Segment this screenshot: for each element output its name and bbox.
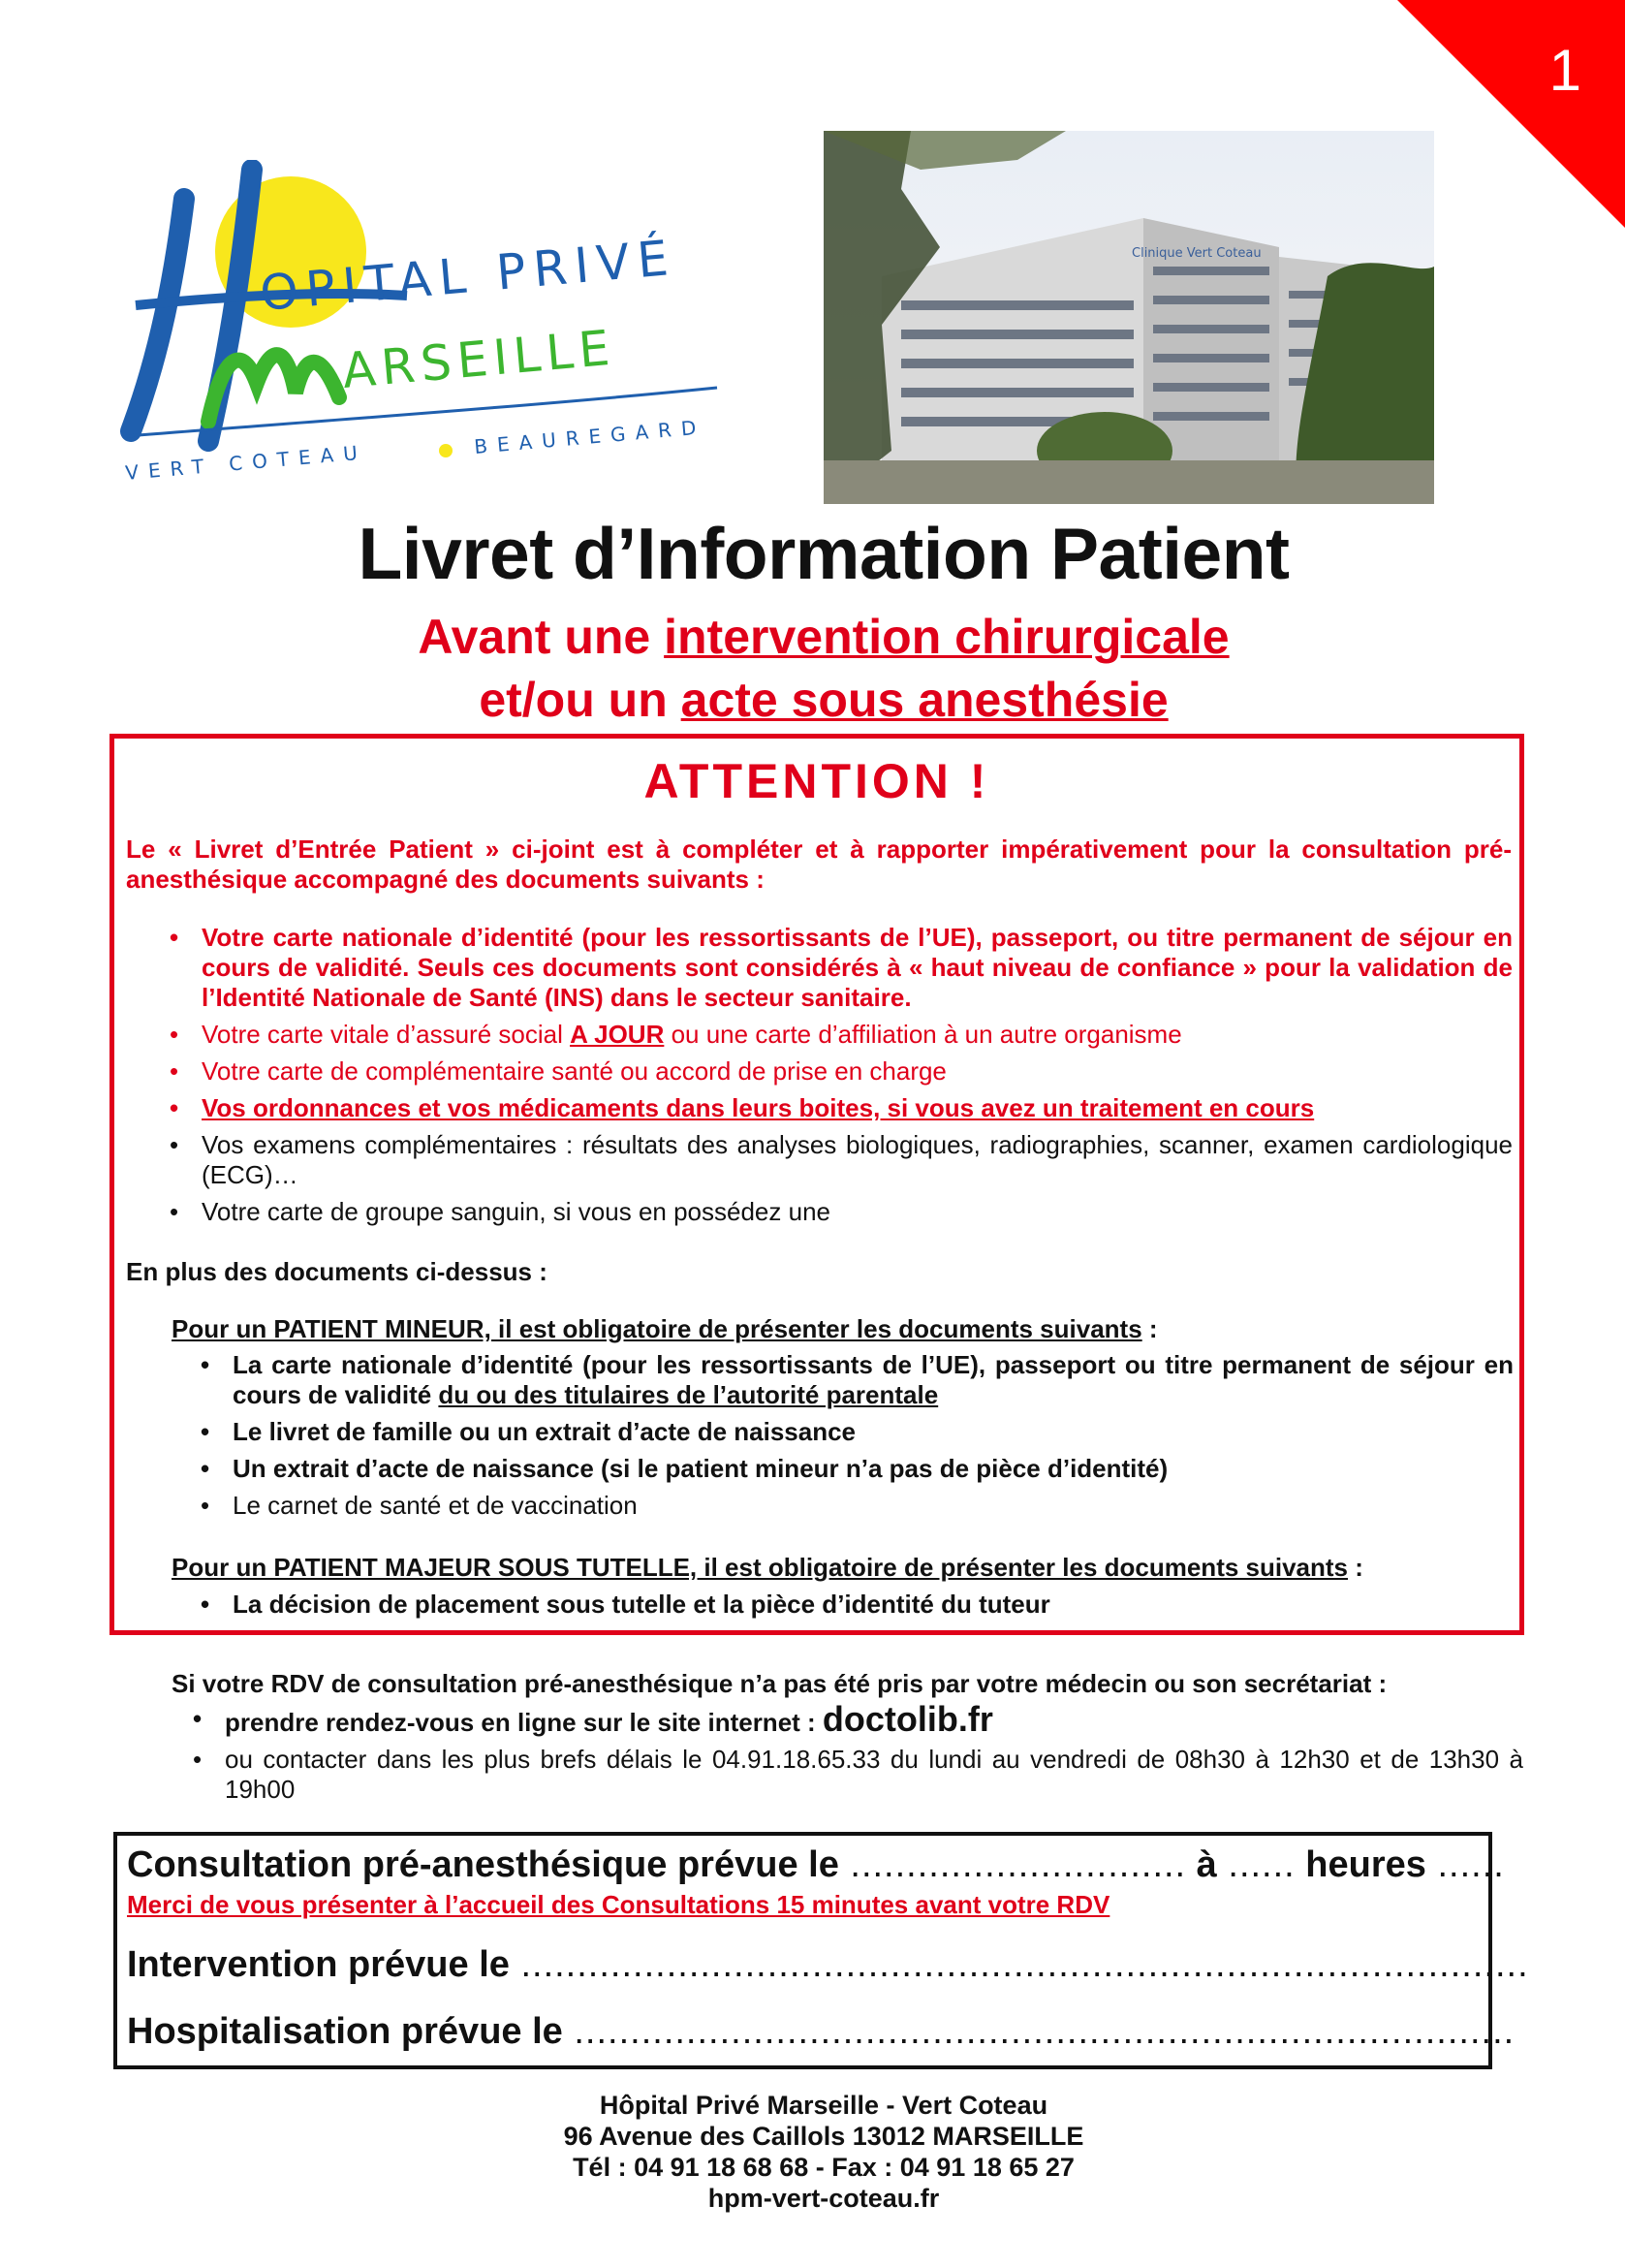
list-item-text: prendre rendez-vous en ligne sur le site internet : [225, 1708, 823, 1737]
logo-line2: ARSEILLE [339, 319, 618, 399]
logo-dot [439, 444, 453, 457]
footer-phone: Tél : 04 91 18 68 68 - Fax : 04 91 18 65 27 [573, 2153, 1075, 2182]
list-item-text: Votre carte de groupe sanguin, si vous en possédez une [202, 1197, 830, 1226]
list-item: • Vos examens complémentaires : résultats des analyses biologiques, radiographies, scanner, examen cardiologique (ECG)… [170, 1130, 1513, 1189]
list-item-text: Votre carte nationale d’identité (pour les ressortissants de l’UE), passeport, ou titre permanent de séjour en cours de validité. Seuls ces documents sont considérés à « haut niveau de confiance » pour la validation de l’Identité Nationale de Santé (INS) dans le secteur sanitaire. [202, 923, 1513, 1012]
subtitle-line1-emph: intervention chirurgicale [664, 610, 1230, 664]
logo-h-left-stroke [131, 199, 184, 431]
adult-heading-suffix: : [1348, 1553, 1363, 1582]
logo-tagline-left: VERT COTEAU [124, 440, 368, 485]
page-number: 1 [1548, 38, 1581, 103]
page-title: Livret d’Information Patient [358, 513, 1290, 594]
list-item-text: Un extrait d’acte de naissance (si le patient mineur n’a pas de pièce d’identité) [233, 1454, 1169, 1483]
list-item: • Votre carte de complémentaire santé ou accord de prise en charge [170, 1056, 947, 1086]
consultation-note: Merci de vous présenter à l’accueil des Consultations 15 minutes avant votre RDV [127, 1890, 1110, 1919]
appointment-heading: Si votre RDV de consultation pré-anesthésique n’a pas été pris par votre médecin ou son secrétariat : [172, 1669, 1388, 1698]
additional-docs-heading: En plus des documents ci-dessus : [126, 1257, 547, 1286]
adult-guardianship-heading [172, 1553, 1363, 1583]
intervention-date-field[interactable] [127, 1944, 1529, 1986]
guardianship-documents-list [201, 1590, 1514, 1626]
attention-title: ATTENTION ! [643, 754, 990, 808]
consultation-a-label: à [1186, 1844, 1217, 1885]
list-item: • prendre rendez-vous en ligne sur le site internet : doctolib.fr [193, 1699, 993, 1739]
list-item: • Votre carte de groupe sanguin, si vous en possédez une [170, 1197, 830, 1226]
list-item-text: ou une carte d’affiliation à un autre organisme [664, 1020, 1182, 1049]
minor-heading-suffix: : [1141, 1314, 1158, 1343]
intervention-label: Intervention prévue le [127, 1944, 510, 1985]
intervention-date-blank[interactable]: .......................................................................................... [509, 1944, 1529, 1985]
logo-line1: OPITAL PRIVÉ [257, 229, 678, 322]
consultation-date-field[interactable] [127, 1844, 1505, 1886]
subtitle-line2-prefix: et/ou un [479, 673, 681, 727]
subtitle-line2-emph: acte sous anesthésie [680, 673, 1169, 727]
minor-documents-list [201, 1350, 1514, 1528]
logo-tagline-right: BEAUREGARD [473, 415, 707, 458]
list-item-text: Votre carte de complémentaire santé ou accord de prise en charge [202, 1056, 947, 1086]
list-item: • Le livret de famille ou un extrait d’acte de naissance [201, 1417, 857, 1446]
list-item-text: Vos examens complémentaires : résultats des analyses biologiques, radiographies, scanner, examen cardiologique (ECG)… [202, 1130, 1513, 1189]
attention-intro: Le « Livret d’Entrée Patient » ci-joint est à compléter et à rapporter impérativement pour la consultation pré-anesthésique accompagné des documents suivants : [126, 835, 1512, 894]
list-item: • Le carnet de santé et de vaccination [201, 1491, 638, 1520]
list-item-text: Votre carte vitale d’assuré social [202, 1020, 571, 1049]
hospital-logo [116, 160, 746, 494]
list-item: • ou contacter dans les plus brefs délais le 04.91.18.65.33 du lundi au vendredi de 08h30 à 12h30 et de 13h30 à 19h00 [193, 1745, 1523, 1804]
hospitalisation-date-blank[interactable]: .................................................................................... [562, 2011, 1516, 2052]
hospitalisation-date-field[interactable] [127, 2011, 1515, 2053]
footer-hospital-name: Hôpital Privé Marseille - Vert Coteau [599, 2091, 1048, 2120]
minor-heading-text: Pour un PATIENT MINEUR, il est obligatoire de présenter les documents suivants [172, 1314, 1142, 1343]
consultation-minute-blank[interactable]: ...... [1425, 1844, 1505, 1885]
doctolib-link[interactable]: doctolib.fr [822, 1699, 993, 1739]
list-item-text: Le livret de famille ou un extrait d’acte de naissance [233, 1417, 857, 1446]
subtitle-line1-prefix: Avant une [418, 610, 665, 664]
photo-sign: Clinique Vert Coteau [1132, 246, 1262, 261]
list-item: • Vos ordonnances et vos médicaments dans leurs boites, si vous avez un traitement en cours [170, 1093, 1315, 1122]
consultation-hour-blank[interactable]: ...... [1216, 1844, 1296, 1885]
list-item-text: Le carnet de santé et de vaccination [233, 1491, 638, 1520]
consultation-heures-label: heures [1295, 1844, 1426, 1885]
list-item: • Un extrait d’acte de naissance (si le patient mineur n’a pas de pièce d’identité) [201, 1454, 1169, 1483]
appointment-options-list [193, 1699, 1523, 1811]
list-item-text: ou contacter dans les plus brefs délais le 04.91.18.65.33 du lundi au vendredi de 08h30 à 12h30 et de 13h30 à 19h00 [225, 1745, 1523, 1804]
list-item: • Votre carte vitale d’assuré social A JOUR ou une carte d’affiliation à un autre organisme [170, 1020, 1182, 1049]
hospitalisation-label: Hospitalisation prévue le [127, 2011, 563, 2052]
minor-patient-heading [172, 1314, 1158, 1344]
list-item-text: Vos ordonnances et vos médicaments dans leurs boites, si vous avez un traitement en cours [202, 1093, 1315, 1122]
subtitle-line2 [0, 672, 1625, 728]
consultation-label: Consultation pré-anesthésique prévue le [127, 1844, 839, 1885]
footer-website[interactable]: hpm-vert-coteau.fr [707, 2184, 940, 2213]
required-documents-list [170, 923, 1513, 1234]
subtitle-line1 [0, 609, 1625, 665]
list-item-emph: du ou des titulaires de l’autorité parentale [438, 1380, 939, 1409]
list-item: • La décision de placement sous tutelle et la pièce d’identité du tuteur [201, 1590, 1050, 1619]
list-item: • La carte nationale d’identité (pour les ressortissants de l’UE), passeport ou titre permanent de séjour en cours de validité du ou des titulaires de l’autorité parentale [201, 1350, 1514, 1409]
consultation-date-blank[interactable]: .............................. [838, 1844, 1187, 1885]
list-item: • Votre carte nationale d’identité (pour les ressortissants de l’UE), passeport, ou titre permanent de séjour en cours de validité. Seuls ces documents sont considérés à « haut niveau de confiance » pour la validation de l’Identité Nationale de Santé (INS) dans le secteur sanitaire. [170, 923, 1513, 1012]
adult-heading-text: Pour un PATIENT MAJEUR SOUS TUTELLE, il est obligatoire de présenter les documents suivants [172, 1553, 1349, 1582]
hospital-photo [824, 131, 1434, 504]
list-item-emph: A JOUR [570, 1020, 665, 1049]
list-item-text: La carte nationale d’identité (pour les ressortissants de l’UE), passeport ou titre permanent de séjour en cours de validité [233, 1350, 1514, 1409]
footer-address: 96 Avenue des Caillols 13012 MARSEILLE [563, 2122, 1084, 2151]
list-item-text: La décision de placement sous tutelle et la pièce d’identité du tuteur [233, 1590, 1050, 1619]
